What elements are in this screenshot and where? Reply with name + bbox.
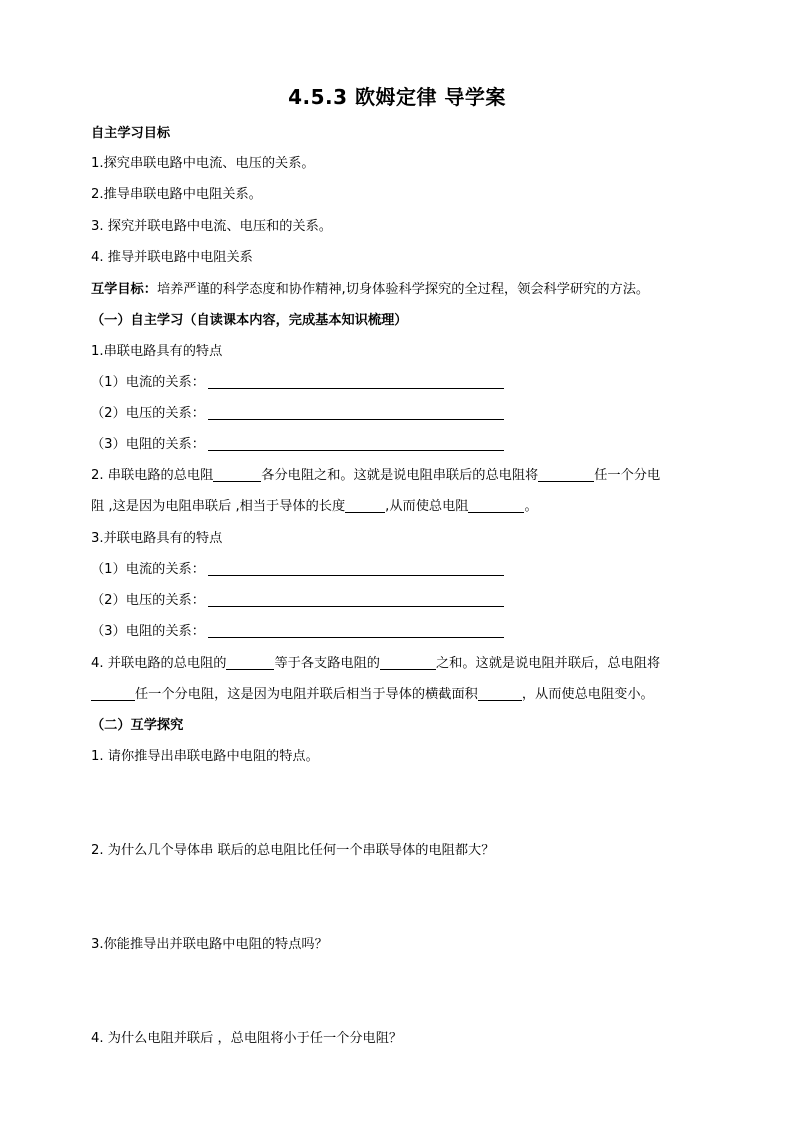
fill-blank[interactable] <box>478 686 522 701</box>
parallel-resistance-answer-line[interactable] <box>208 637 504 638</box>
fill-blank[interactable] <box>380 655 436 670</box>
parallel-resistance-label: （3）电阻的关系： <box>91 624 205 639</box>
section-mutual-inquiry-heading: （二）互学探究 <box>91 718 184 733</box>
objective-item: 4. 推导并联电路中电阻关系 <box>91 250 253 265</box>
series-total-resistance-question-cont <box>91 498 538 516</box>
fill-blank[interactable] <box>468 498 524 513</box>
q4-text: 4. 并联电路的总电阻的 <box>91 656 227 671</box>
series-resistance-label: （3）电阻的关系： <box>91 437 205 452</box>
series-voltage-answer-line[interactable] <box>208 419 504 420</box>
mutual-goal-label: 互学目标： <box>91 282 157 297</box>
q4-text: 等于各支路电阻的 <box>274 656 380 671</box>
series-total-resistance-question <box>91 467 660 485</box>
inquiry-question: 3.你能推导出并联电路中电阻的特点吗？ <box>91 937 328 952</box>
inquiry-question: 2. 为什么几个导体串 联后的总电阻比任何一个串联导体的电阻都大？ <box>91 843 495 858</box>
fill-blank[interactable] <box>213 467 261 482</box>
objective-item: 3. 探究并联电路中电流、电压和的关系。 <box>91 219 332 234</box>
mutual-goal-text: 培养严谨的科学态度和协作精神,切身体验科学探究的全过程，领会科学研究的方法。 <box>156 282 650 297</box>
q2-text: ,从而使总电阻 <box>385 499 469 514</box>
q4-text: 任一个分电阻，这是因为电阻并联后相当于导体的横截面积 <box>135 687 478 702</box>
q2-text: 2. 串联电路的总电阻 <box>91 468 214 483</box>
q2-text: 任一个分电 <box>594 468 661 483</box>
series-heading: 1.串联电路具有的特点 <box>91 344 223 359</box>
objective-item: 2.推导串联电路中电阻关系。 <box>91 187 262 202</box>
parallel-total-resistance-question-cont <box>91 686 654 704</box>
inquiry-question: 1. 请你推导出串联电路中电阻的特点。 <box>91 749 319 764</box>
parallel-total-resistance-question <box>91 655 660 673</box>
q2-text: 阻 ,这是因为电阻串联后 ,相当于导体的长度 <box>91 499 346 514</box>
series-current-answer-line[interactable] <box>208 388 504 389</box>
series-voltage-label: （2）电压的关系： <box>91 406 205 421</box>
objective-item: 1.探究串联电路中电流、电压的关系。 <box>91 156 315 171</box>
q2-text: 。 <box>524 499 538 514</box>
inquiry-question: 4. 为什么电阻并联后 ，总电阻将小于任一个分电阻？ <box>91 1031 403 1046</box>
mutual-goal <box>91 281 649 299</box>
fill-blank[interactable] <box>345 498 385 513</box>
series-resistance-answer-line[interactable] <box>208 450 504 451</box>
parallel-current-answer-line[interactable] <box>208 575 504 576</box>
q4-text: 之和。这就是说电阻并联后，总电阻将 <box>435 656 661 671</box>
section-self-study-heading: （一）自主学习（自读课本内容，完成基本知识梳理） <box>91 313 408 328</box>
fill-blank[interactable] <box>91 686 135 701</box>
parallel-heading: 3.并联电路具有的特点 <box>91 531 223 546</box>
parallel-voltage-label: （2）电压的关系： <box>91 593 205 608</box>
fill-blank[interactable] <box>226 655 274 670</box>
parallel-current-label: （1）电流的关系： <box>91 562 205 577</box>
page-title: 4.5.3 欧姆定律 导学案 <box>288 85 506 109</box>
parallel-voltage-answer-line[interactable] <box>208 606 504 607</box>
q2-text: 各分电阻之和。这就是说电阻串联后的总电阻将 <box>261 468 539 483</box>
q4-text: ，从而使总电阻变小。 <box>521 687 654 702</box>
objectives-heading: 自主学习目标 <box>91 126 171 141</box>
series-current-label: （1）电流的关系： <box>91 375 205 390</box>
fill-blank[interactable] <box>538 467 594 482</box>
